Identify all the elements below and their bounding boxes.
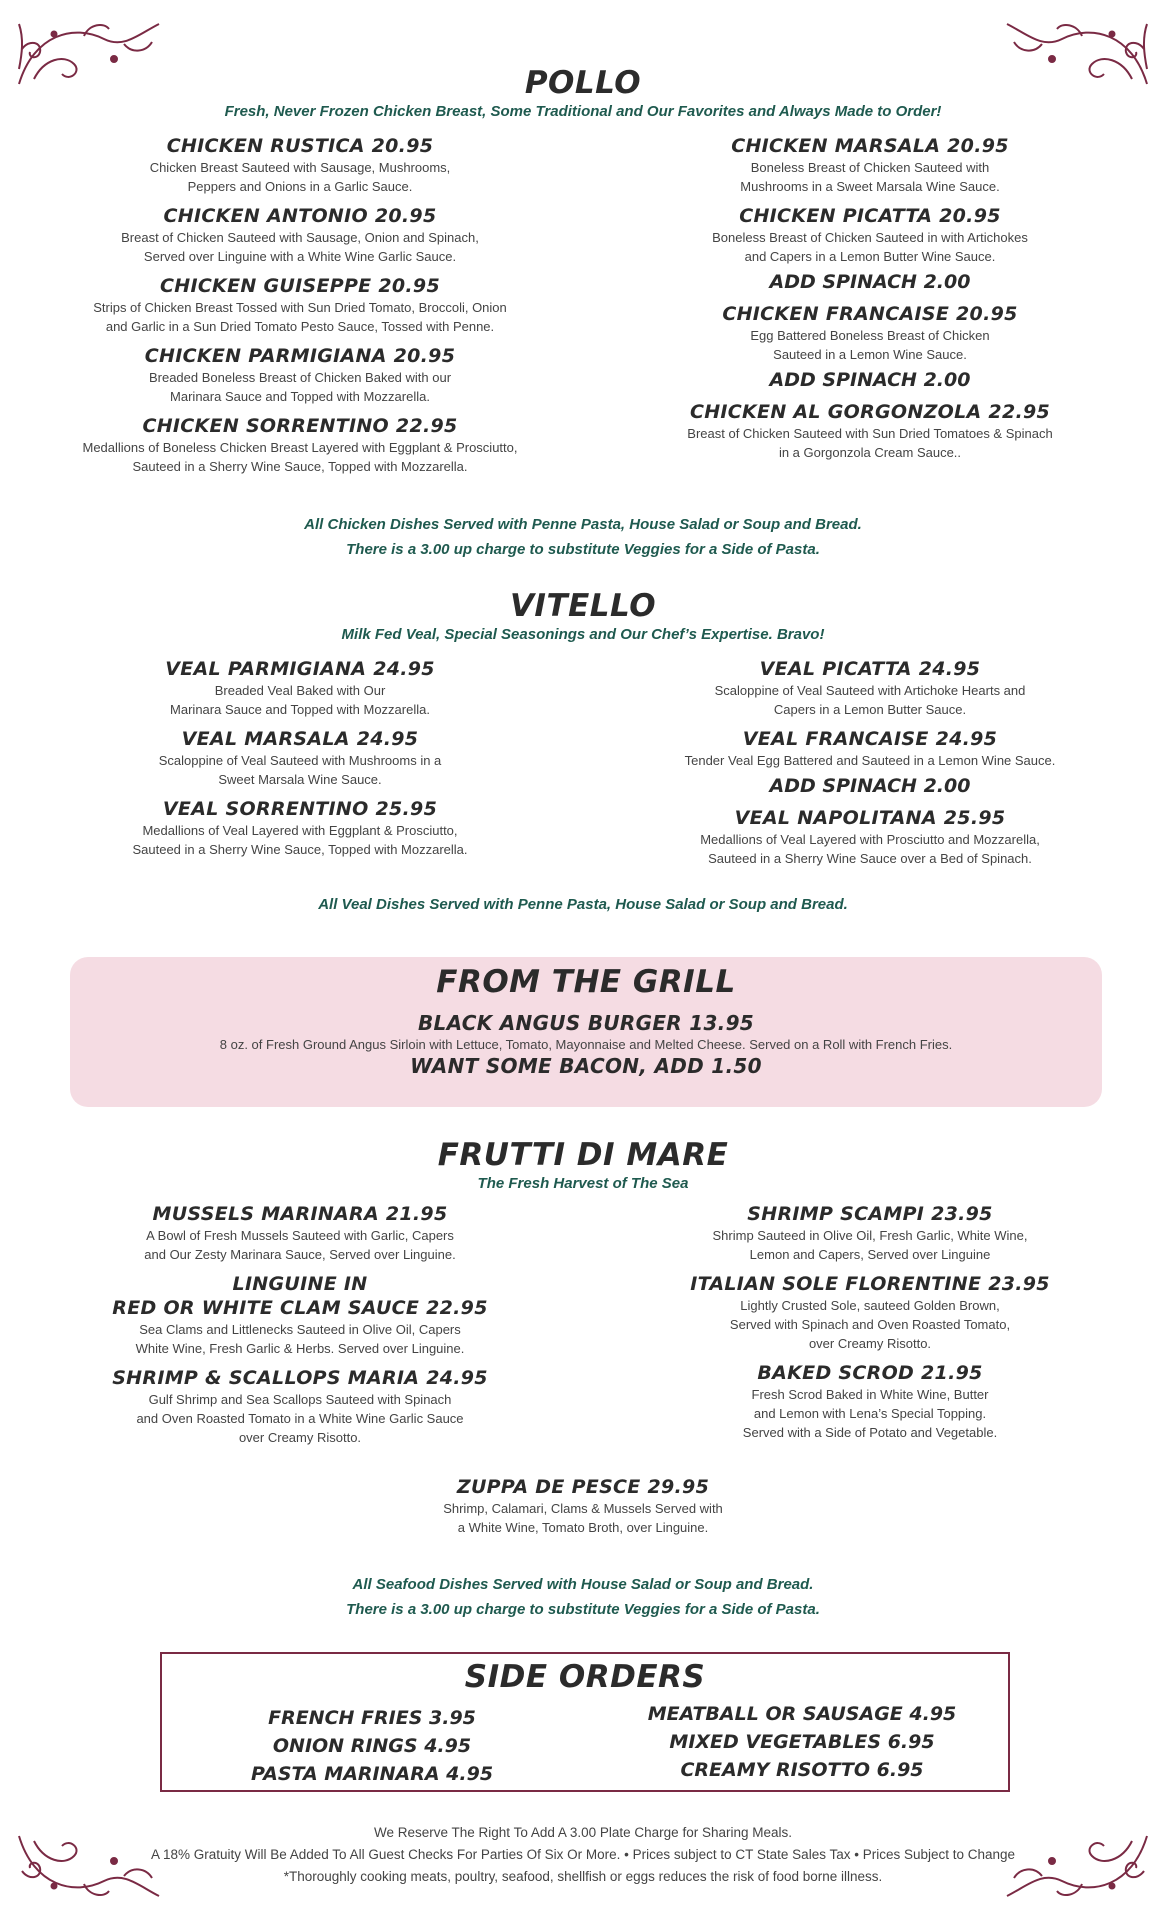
section-subtitle: The Fresh Harvest of The Sea [477,1175,689,1192]
menu-item: CHICKEN AL GORGONZOLA 22.95 Breast of Chicken Sauteed with Sun Dried Tomatoes & Spinach in a Gorgonzola Cream Sauce.. [687,401,1053,460]
menu-item: BAKED SCROD 21.95 Fresh Scrod Baked in White Wine, Butter and Lemon with Lena’s Special Topping. Served with a Side of Potato and Vegetable. [742,1362,998,1440]
section-title: POLLO [524,65,642,101]
frutti-section [0,1136,1166,1545]
menu-item: SHRIMP & SCALLOPS MARIA 24.95 Gulf Shrimp and Sea Scallops Sauteed with Spinach and Oven Roasted Tomato in a White Wine Garlic Sauce over Creamy Risotto. [112,1367,488,1445]
vitello-right-column [620,657,1120,876]
menu-item: VEAL SORRENTINO 25.95 Medallions of Veal Layered with Eggplant & Prosciutto, Sauteed in a Sherry Wine Sauce, Topped with Mozzarella. [132,798,468,857]
sides-right-column [612,1700,992,1784]
side-item: PASTA MARINARA 4.95 [250,1763,494,1785]
grill-section [70,957,1102,1107]
addon-label: ADD SPINACH 2.00 [769,775,971,797]
sides-left-column [182,1704,562,1788]
menu-item: CHICKEN ANTONIO 20.95 Breast of Chicken Sauteed with Sausage, Onion and Spinach, Served over Linguine with a White Wine Garlic Sauce. [121,205,479,264]
side-item: FRENCH FRIES 3.95 [268,1707,476,1729]
menu-item: SHRIMP SCAMPI 23.95 Shrimp Sauteed in Olive Oil, Fresh Garlic, White Wine, Lemon and Capers, Served over Linguine [712,1203,1028,1262]
pollo-note: All Chicken Dishes Served with Penne Pasta, House Salad or Soup and Bread. There is a 3.00 up charge to substitute Veggies for a Side of Pasta. [304,516,862,558]
section-title: VITELLO [509,588,657,624]
menu-item: VEAL PICATTA 24.95 Scaloppine of Veal Sauteed with Artichoke Hearts and Capers in a Lemon Butter Sauce. [714,658,1026,717]
frutti-left-column [50,1202,550,1455]
vitello-note: All Veal Dishes Served with Penne Pasta, House Salad or Soup and Bread. [318,896,848,913]
menu-item: CHICKEN GUISEPPE 20.95 Strips of Chicken Breast Tossed with Sun Dried Tomato, Broccoli, Onion and Garlic in a Sun Dried Tomato Pesto Sauce, Tossed with Penne. [93,275,507,334]
section-subtitle: Milk Fed Veal, Special Seasonings and Our Chef’s Expertise. Bravo! [341,626,825,643]
menu-item: ITALIAN SOLE FLORENTINE 23.95 Lightly Crusted Sole, sauteed Golden Brown, Served with Spinach and Oven Roasted Tomato, over Creamy Risotto. [690,1273,1050,1351]
menu-item: VEAL NAPOLITANA 25.95 Medallions of Veal Layered with Prosciutto and Mozzarella, Sauteed in a Sherry Wine Sauce over a Bed of Spinach. [700,807,1040,866]
menu-item: BLACK ANGUS BURGER 13.95 8 oz. of Fresh Ground Angus Sirloin with Lettuce, Tomato, Mayonnaise and Melted Cheese. Served on a Roll with French Fries. WANT SOME BACON, ADD 1.50 [70,1011,1102,1078]
menu-item: VEAL PARMIGIANA 24.95 Breaded Veal Baked with Our Marinara Sauce and Topped with Mozzarella. [165,658,435,717]
section-title: FRUTTI DI MARE [437,1137,729,1173]
vitello-section [0,587,1166,887]
side-item: MIXED VEGETABLES 6.95 [669,1731,935,1753]
pollo-right-column [620,134,1120,470]
section-title: SIDE ORDERS [464,1659,706,1695]
menu-item: MUSSELS MARINARA 21.95 A Bowl of Fresh Mussels Sauteed with Garlic, Capers and Our Zesty Marinara Sauce, Served over Linguine. [144,1203,456,1262]
frutti-note: All Seafood Dishes Served with House Salad or Soup and Bread. There is a 3.00 up charge to substitute Veggies for a Side of Pasta. [346,1576,820,1618]
section-title: FROM THE GRILL [436,964,736,1000]
addon-label: ADD SPINACH 2.00 [769,369,971,391]
menu-item: VEAL FRANCAISE 24.95 Tender Veal Egg Battered and Sauteed in a Lemon Wine Sauce. [684,728,1056,768]
menu-item: CHICKEN PICATTA 20.95 Boneless Breast of Chicken Sauteed in with Artichokes and Capers in a Lemon Butter Wine Sauce. [712,205,1028,264]
menu-item: CHICKEN SORRENTINO 22.95 Medallions of Boneless Chicken Breast Layered with Eggplant & Prosciutto, Sauteed in a Sherry Wine Sauce, Topped with Mozzarella. [82,415,518,474]
addon-label: ADD SPINACH 2.00 [769,271,971,293]
section-subtitle: Fresh, Never Frozen Chicken Breast, Some Traditional and Our Favorites and Always Made to Order! [224,103,942,120]
frutti-right-column [620,1202,1120,1450]
side-item: MEATBALL OR SAUSAGE 4.95 [647,1703,957,1725]
pollo-section [0,64,1166,494]
side-item: CREAMY RISOTTO 6.95 [680,1759,924,1781]
menu-item: VEAL MARSALA 24.95 Scaloppine of Veal Sauteed with Mushrooms in a Sweet Marsala Wine Sauce. [158,728,442,787]
menu-item: CHICKEN FRANCAISE 20.95 Egg Battered Boneless Breast of Chicken Sauteed in a Lemon Wine Sauce. [722,303,1018,362]
menu-item: CHICKEN RUSTICA 20.95 Chicken Breast Sauteed with Sausage, Mushrooms, Peppers and Onions in a Garlic Sauce. [149,135,451,194]
vitello-left-column [50,657,550,867]
menu-item: CHICKEN MARSALA 20.95 Boneless Breast of Chicken Sauteed with Mushrooms in a Sweet Marsala Wine Sauce. [731,135,1009,194]
side-item: ONION RINGS 4.95 [272,1735,472,1757]
footer-disclaimer: We Reserve The Right To Add A 3.00 Plate Charge for Sharing Meals. A 18% Gratuity Will Be Added To All Guest Checks For Parties Of Six Or More. • Prices subject to CT State Sales Tax • Prices Subject to Change *Thoroughly cooking meats, poultry, seafood, shellfish or eggs reduces the risk of food borne illness. [150,1825,1016,1884]
side-orders-section [160,1652,1010,1792]
menu-item: CHICKEN PARMIGIANA 20.95 Breaded Boneless Breast of Chicken Baked with our Marinara Sauce and Topped with Mozzarella. [144,345,456,404]
menu-item: ZUPPA DE PESCE 29.95 Shrimp, Calamari, Clams & Mussels Served with a White Wine, Tomato Broth, over Linguine. [443,1476,723,1535]
addon-label: WANT SOME BACON, ADD 1.50 [410,1054,762,1078]
menu-item: LINGUINE IN RED OR WHITE CLAM SAUCE 22.95 Sea Clams and Littlenecks Sauteed in Olive Oil, Capers White Wine, Fresh Garlic & Herbs. Served over Linguine. [112,1273,488,1356]
pollo-left-column [50,134,550,484]
